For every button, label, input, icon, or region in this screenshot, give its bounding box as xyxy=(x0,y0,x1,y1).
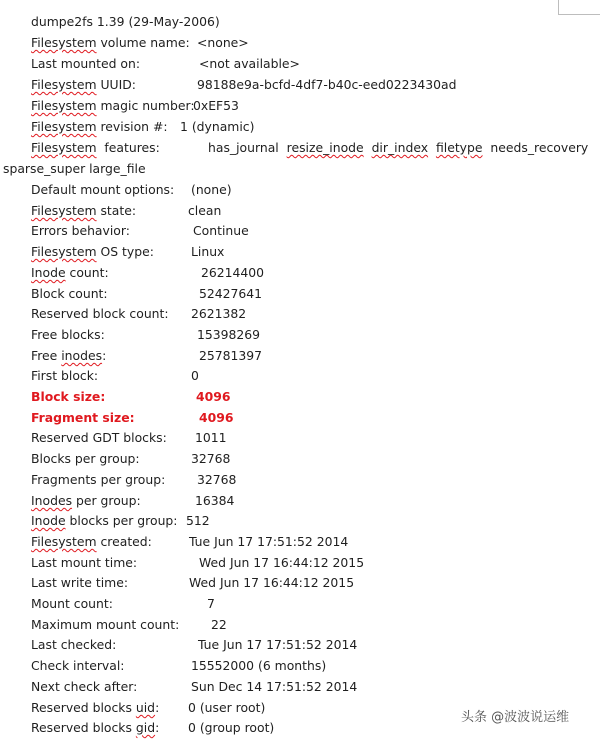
spellcheck-word: uid xyxy=(135,700,156,715)
field-value: 512 xyxy=(186,513,210,528)
field-value: 25781397 xyxy=(199,348,263,363)
field-label: Filesystem magic number: xyxy=(31,98,195,113)
feature-item: resize_inode xyxy=(286,140,364,155)
spellcheck-word: Inode xyxy=(31,265,66,280)
field-value: 4096 xyxy=(196,389,231,404)
field-value: <not available> xyxy=(199,56,300,71)
field-value: Wed Jun 17 16:44:12 2015 xyxy=(199,555,365,570)
field-value: Tue Jun 17 17:51:52 2014 xyxy=(189,534,349,549)
field-label: Blocks per group: xyxy=(31,451,140,466)
spellcheck-word: Filesystem xyxy=(31,244,97,259)
field-label: Block size: xyxy=(31,389,106,404)
field-label: Mount count: xyxy=(31,596,113,611)
field-label: Filesystem revision #: xyxy=(31,119,168,134)
field-value: Continue xyxy=(193,223,249,238)
field-value: 22 xyxy=(211,617,227,632)
field-value: 1011 xyxy=(195,430,227,445)
page-corner-mark xyxy=(558,0,559,14)
field-value: 2621382 xyxy=(191,306,247,321)
features-list xyxy=(208,140,588,156)
spellcheck-word: gid xyxy=(135,720,156,735)
field-value: 32768 xyxy=(197,472,237,487)
field-label: First block: xyxy=(31,368,99,383)
field-label: Inode count: xyxy=(31,265,109,280)
spellcheck-word: Filesystem xyxy=(31,119,97,134)
field-label: Default mount options: xyxy=(31,182,175,197)
features-label: Filesystem features: xyxy=(31,140,160,155)
watermark: 头条 @波波说运维 xyxy=(461,710,570,725)
field-label: Fragments per group: xyxy=(31,472,166,487)
field-value: 7 xyxy=(207,596,215,611)
field-value: 0 (group root) xyxy=(188,720,275,735)
field-label: Last write time: xyxy=(31,575,129,590)
field-label: Check interval: xyxy=(31,658,125,673)
field-label: Filesystem volume name: xyxy=(31,35,190,50)
field-label: Filesystem created: xyxy=(31,534,152,549)
field-value: Tue Jun 17 17:51:52 2014 xyxy=(198,637,358,652)
field-label: Reserved blocks gid: xyxy=(31,720,160,735)
field-value: 1 (dynamic) xyxy=(180,119,255,134)
field-value: 15398269 xyxy=(197,327,261,342)
features-continuation: sparse_super large_file xyxy=(3,161,146,176)
feature-item: filetype xyxy=(435,140,483,155)
field-value: 52427641 xyxy=(199,286,263,301)
field-label: Last checked: xyxy=(31,637,117,652)
field-value: 32768 xyxy=(191,451,231,466)
field-label: Inodes per group: xyxy=(31,493,141,508)
field-value: 16384 xyxy=(195,493,235,508)
version-line xyxy=(31,14,220,30)
feature-item: needs_recovery xyxy=(490,140,589,155)
field-value: 4096 xyxy=(199,410,234,425)
field-label: Next check after: xyxy=(31,679,138,694)
field-value: 98188e9a-bcfd-4df7-b40c-eed0223430ad xyxy=(197,77,457,92)
spellcheck-word: inodes xyxy=(61,348,103,363)
field-value: Sun Dec 14 17:51:52 2014 xyxy=(191,679,358,694)
field-value: <none> xyxy=(197,35,249,50)
field-value: clean xyxy=(188,203,222,218)
field-value: Wed Jun 17 16:44:12 2015 xyxy=(189,575,355,590)
field-value: Linux xyxy=(191,244,225,259)
field-label: Errors behavior: xyxy=(31,223,130,238)
spellcheck-word: Inodes xyxy=(31,493,73,508)
field-label: Maximum mount count: xyxy=(31,617,180,632)
field-label: Filesystem OS type: xyxy=(31,244,154,259)
field-value: 0 xyxy=(191,368,199,383)
spellcheck-word: Filesystem xyxy=(31,35,97,50)
field-value: 26214400 xyxy=(201,265,265,280)
field-label: Filesystem UUID: xyxy=(31,77,136,92)
field-label: Reserved blocks uid: xyxy=(31,700,160,715)
field-label: Last mount time: xyxy=(31,555,138,570)
spellcheck-word: Inode xyxy=(31,513,66,528)
field-label: Free inodes: xyxy=(31,348,107,363)
spellcheck-word: Filesystem xyxy=(31,140,97,155)
field-label: Reserved block count: xyxy=(31,306,169,321)
spellcheck-word: Filesystem xyxy=(31,534,97,549)
version-text: dumpe2fs 1.39 (29-May-2006) xyxy=(31,14,220,29)
field-label: Last mounted on: xyxy=(31,56,140,71)
field-value: 0 (user root) xyxy=(188,700,266,715)
field-label: Inode blocks per group: xyxy=(31,513,178,528)
field-value: (none) xyxy=(191,182,232,197)
feature-item: dir_index xyxy=(371,140,429,155)
field-label: Fragment size: xyxy=(31,410,135,425)
field-value: 15552000 (6 months) xyxy=(191,658,327,673)
field-label: Free blocks: xyxy=(31,327,105,342)
field-label: Filesystem state: xyxy=(31,203,137,218)
field-label: Reserved GDT blocks: xyxy=(31,430,167,445)
field-value: 0xEF53 xyxy=(193,98,239,113)
page-corner-mark-horizontal xyxy=(558,14,600,15)
feature-item: has_journal xyxy=(208,140,279,155)
spellcheck-word: Filesystem xyxy=(31,77,97,92)
spellcheck-word: Filesystem xyxy=(31,98,97,113)
spellcheck-word: Filesystem xyxy=(31,203,97,218)
field-label: Block count: xyxy=(31,286,108,301)
